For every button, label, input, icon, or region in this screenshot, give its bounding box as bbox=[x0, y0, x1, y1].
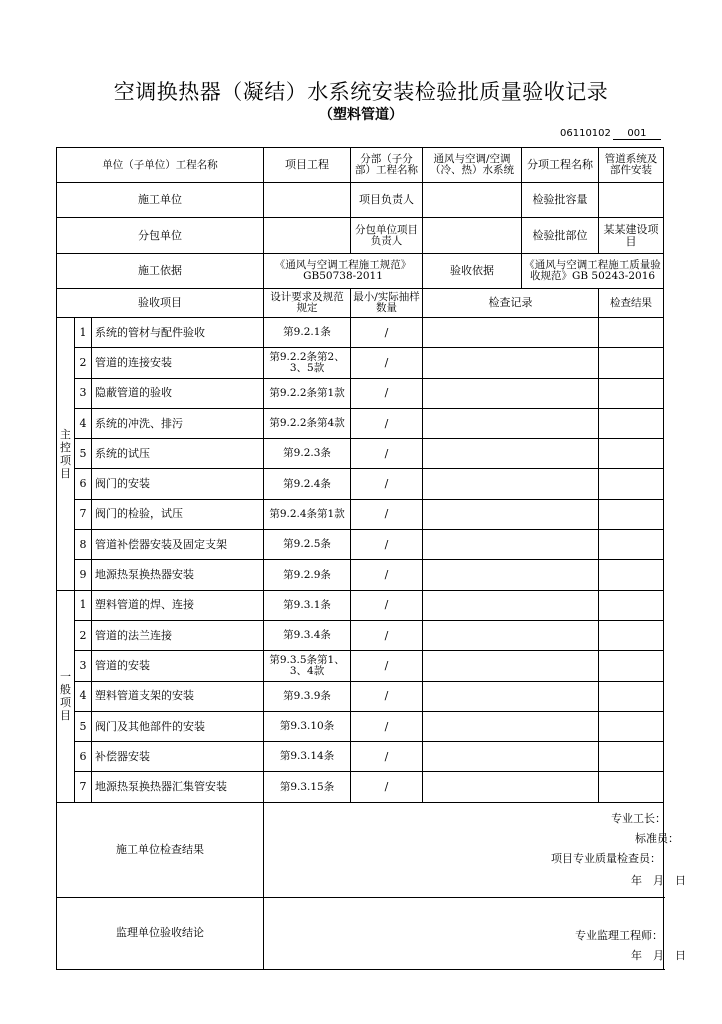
acceptance-table bbox=[56, 147, 687, 970]
supervisor-check-area[interactable] bbox=[264, 897, 687, 969]
item-spec: 第9.3.5条第1、3、4款 bbox=[264, 651, 351, 681]
sub-pm-label: 分包单位项目负责人 bbox=[351, 218, 423, 254]
item-spec: 第9.3.14条 bbox=[264, 742, 351, 772]
item-name: 塑料管道支架的安装 bbox=[92, 681, 264, 711]
table-row bbox=[57, 348, 664, 378]
item-sample[interactable]: / bbox=[351, 772, 423, 802]
table-row bbox=[57, 742, 664, 772]
sub-pm-value[interactable] bbox=[423, 218, 522, 254]
item-result[interactable] bbox=[599, 318, 664, 348]
item-spec: 第9.2.9条 bbox=[264, 560, 351, 590]
contractor-check-label: 施工单位检查结果 bbox=[57, 802, 264, 897]
item-no: 8 bbox=[75, 530, 92, 560]
table-row bbox=[57, 590, 664, 620]
basis-value[interactable]: 《通风与空调工程施工规范》GB50738-2011 bbox=[264, 254, 423, 289]
item-result[interactable] bbox=[599, 772, 664, 802]
item-record[interactable] bbox=[423, 318, 599, 348]
item-spec: 第9.3.1条 bbox=[264, 590, 351, 620]
item-record[interactable] bbox=[423, 378, 599, 408]
col-item-header: 验收项目 bbox=[57, 289, 264, 318]
item-sample[interactable]: / bbox=[351, 560, 423, 590]
table-row bbox=[57, 681, 664, 711]
item-name: 阀门及其他部件的安装 bbox=[92, 711, 264, 741]
item-sample[interactable]: / bbox=[351, 590, 423, 620]
item-spec: 第9.3.10条 bbox=[264, 711, 351, 741]
item-record[interactable] bbox=[423, 590, 599, 620]
item-no: 2 bbox=[75, 620, 92, 650]
item-name: 隐蔽管道的验收 bbox=[92, 378, 264, 408]
item-sample[interactable]: / bbox=[351, 469, 423, 499]
table-row bbox=[57, 318, 664, 348]
table-row bbox=[57, 469, 664, 499]
item-no: 3 bbox=[75, 378, 92, 408]
capacity-value[interactable] bbox=[599, 183, 664, 218]
item-sample[interactable]: / bbox=[351, 318, 423, 348]
item-spec: 第9.2.5条 bbox=[264, 530, 351, 560]
main-control-group bbox=[57, 318, 75, 591]
item-name: 系统的管材与配件验收 bbox=[92, 318, 264, 348]
supervisor-check-row bbox=[57, 897, 664, 969]
item-sample[interactable]: / bbox=[351, 620, 423, 650]
contractor-date: 年 月 日 bbox=[631, 873, 687, 887]
item-record[interactable] bbox=[423, 742, 599, 772]
item-name: 管道的法兰连接 bbox=[92, 620, 264, 650]
pm-label: 项目负责人 bbox=[351, 183, 423, 218]
item-record[interactable] bbox=[423, 469, 599, 499]
item-sample[interactable]: / bbox=[351, 651, 423, 681]
item-record[interactable] bbox=[423, 711, 599, 741]
item-spec: 第9.2.4条 bbox=[264, 469, 351, 499]
item-name: 塑料管道的焊、连接 bbox=[92, 590, 264, 620]
sub-contractor-label: 分包单位 bbox=[57, 218, 264, 254]
item-record[interactable] bbox=[423, 439, 599, 469]
item-name: 管道补偿器安装及固定支架 bbox=[92, 530, 264, 560]
item-record[interactable] bbox=[423, 499, 599, 529]
item-record[interactable] bbox=[423, 620, 599, 650]
item-no: 9 bbox=[75, 560, 92, 590]
item-no: 7 bbox=[75, 772, 92, 802]
item-name: 管道的连接安装 bbox=[92, 348, 264, 378]
item-name: 地源热泵换热器汇集管安装 bbox=[92, 772, 264, 802]
item-spec: 第9.2.4条第1款 bbox=[264, 499, 351, 529]
item-spec: 第9.2.3条 bbox=[264, 439, 351, 469]
item-result[interactable] bbox=[599, 560, 664, 590]
table-row bbox=[57, 378, 664, 408]
item-sample[interactable]: / bbox=[351, 681, 423, 711]
sub-contractor-value[interactable] bbox=[264, 218, 351, 254]
table-row bbox=[57, 711, 664, 741]
item-name: 系统的冲洗、排污 bbox=[92, 408, 264, 438]
item-result[interactable] bbox=[599, 711, 664, 741]
qa-label: 标准员： bbox=[635, 831, 680, 845]
item-no: 4 bbox=[75, 681, 92, 711]
item-spec: 第9.3.4条 bbox=[264, 620, 351, 650]
item-no: 6 bbox=[75, 469, 92, 499]
inspector-label: 项目专业质量检查员： bbox=[551, 851, 662, 865]
item-spec: 第9.2.2条第4款 bbox=[264, 408, 351, 438]
item-name: 地源热泵换热器安装 bbox=[92, 560, 264, 590]
item-result[interactable] bbox=[599, 742, 664, 772]
item-sample[interactable]: / bbox=[351, 348, 423, 378]
item-result[interactable] bbox=[599, 499, 664, 529]
supervisor-engineer-label: 专业监理工程师： bbox=[575, 928, 664, 942]
capacity-label: 检验批容量 bbox=[522, 183, 599, 218]
supervisor-date: 年 月 日 bbox=[631, 948, 687, 962]
item-name: 阀门的检验，试压 bbox=[92, 499, 264, 529]
col-design-header: 设计要求及规范规定 bbox=[264, 289, 351, 318]
item-record[interactable] bbox=[423, 530, 599, 560]
item-record[interactable] bbox=[423, 772, 599, 802]
item-name: 补偿器安装 bbox=[92, 742, 264, 772]
item-result[interactable] bbox=[599, 620, 664, 650]
table-row bbox=[57, 408, 664, 438]
item-spec: 第9.2.2条第2、3、5款 bbox=[264, 348, 351, 378]
page-subtitle: （塑料管道） bbox=[319, 107, 403, 123]
item-result[interactable] bbox=[599, 439, 664, 469]
page-title: 空调换热器（凝结）水系统安装检验批质量验收记录 bbox=[113, 80, 609, 104]
accept-basis-label: 验收依据 bbox=[423, 254, 522, 289]
item-result[interactable] bbox=[599, 530, 664, 560]
division-label: 分部（子分部）工程名称 bbox=[351, 148, 423, 183]
item-spec: 第9.2.2条第1款 bbox=[264, 378, 351, 408]
item-record[interactable] bbox=[423, 651, 599, 681]
item-spec: 第9.2.1条 bbox=[264, 318, 351, 348]
table-row bbox=[57, 499, 664, 529]
item-sample[interactable]: / bbox=[351, 711, 423, 741]
pm-value[interactable] bbox=[423, 183, 522, 218]
item-sample[interactable]: / bbox=[351, 499, 423, 529]
item-spec: 第9.3.9条 bbox=[264, 681, 351, 711]
item-no: 4 bbox=[75, 408, 92, 438]
item-record[interactable] bbox=[423, 560, 599, 590]
col-sample-header: 最小/实际抽样数量 bbox=[351, 289, 423, 318]
supervisor-check-label: 监理单位验收结论 bbox=[57, 897, 264, 969]
item-no: 7 bbox=[75, 499, 92, 529]
item-sample[interactable]: / bbox=[351, 408, 423, 438]
item-no: 6 bbox=[75, 742, 92, 772]
item-record[interactable] bbox=[423, 348, 599, 378]
item-no: 1 bbox=[75, 590, 92, 620]
table-row bbox=[57, 530, 664, 560]
item-no: 3 bbox=[75, 651, 92, 681]
part-value[interactable]: 某某建设项目 bbox=[599, 218, 664, 254]
item-no: 1 bbox=[75, 318, 92, 348]
doc-code bbox=[560, 128, 661, 140]
item-sample[interactable]: / bbox=[351, 742, 423, 772]
unit-label: 单位（子单位）工程名称 bbox=[57, 148, 264, 183]
item-result[interactable] bbox=[599, 469, 664, 499]
table-row bbox=[57, 651, 664, 681]
col-result-header: 检查结果 bbox=[599, 289, 664, 318]
contractor-check-area[interactable] bbox=[264, 802, 687, 897]
item-name: 阀门的安装 bbox=[92, 469, 264, 499]
item-no: 5 bbox=[75, 711, 92, 741]
col-record-header: 检查记录 bbox=[423, 289, 599, 318]
contractor-value[interactable] bbox=[264, 183, 351, 218]
doc-code-number: 06110102 bbox=[560, 128, 611, 139]
item-name: 系统的试压 bbox=[92, 439, 264, 469]
item-record[interactable] bbox=[423, 408, 599, 438]
part-label: 检验批部位 bbox=[522, 218, 599, 254]
item-sample[interactable]: / bbox=[351, 439, 423, 469]
item-result[interactable] bbox=[599, 348, 664, 378]
item-sample[interactable]: / bbox=[351, 378, 423, 408]
item-result[interactable] bbox=[599, 378, 664, 408]
item-name: 管道的安装 bbox=[92, 651, 264, 681]
item-sample[interactable]: / bbox=[351, 530, 423, 560]
division-value[interactable]: 通风与空调/空调（冷、热）水系统 bbox=[423, 148, 522, 183]
basis-label: 施工依据 bbox=[57, 254, 264, 289]
doc-code-seq: 001 bbox=[613, 128, 661, 140]
table-row bbox=[57, 620, 664, 650]
table-row bbox=[57, 772, 664, 802]
item-record[interactable] bbox=[423, 681, 599, 711]
general-group bbox=[57, 590, 75, 802]
item-result[interactable] bbox=[599, 408, 664, 438]
unit-value[interactable]: 项目工程 bbox=[264, 148, 351, 183]
contractor-check-row bbox=[57, 802, 664, 897]
item-spec: 第9.3.15条 bbox=[264, 772, 351, 802]
table-row bbox=[57, 560, 664, 590]
item-result[interactable] bbox=[599, 590, 664, 620]
item-result[interactable] bbox=[599, 651, 664, 681]
item-no: 5 bbox=[75, 439, 92, 469]
contractor-label: 施工单位 bbox=[57, 183, 264, 218]
general-group-label: 一般项目 bbox=[60, 670, 71, 723]
subitem-label: 分项工程名称 bbox=[522, 148, 599, 183]
accept-basis-value[interactable]: 《通风与空调工程施工质量验收规范》GB 50243-2016 bbox=[522, 254, 664, 289]
table-row bbox=[57, 439, 664, 469]
item-no: 2 bbox=[75, 348, 92, 378]
main-control-group-label: 主控项目 bbox=[60, 427, 71, 480]
item-result[interactable] bbox=[599, 681, 664, 711]
foreman-label: 专业工长： bbox=[611, 811, 667, 825]
subitem-value[interactable]: 管道系统及部件安装 bbox=[599, 148, 664, 183]
